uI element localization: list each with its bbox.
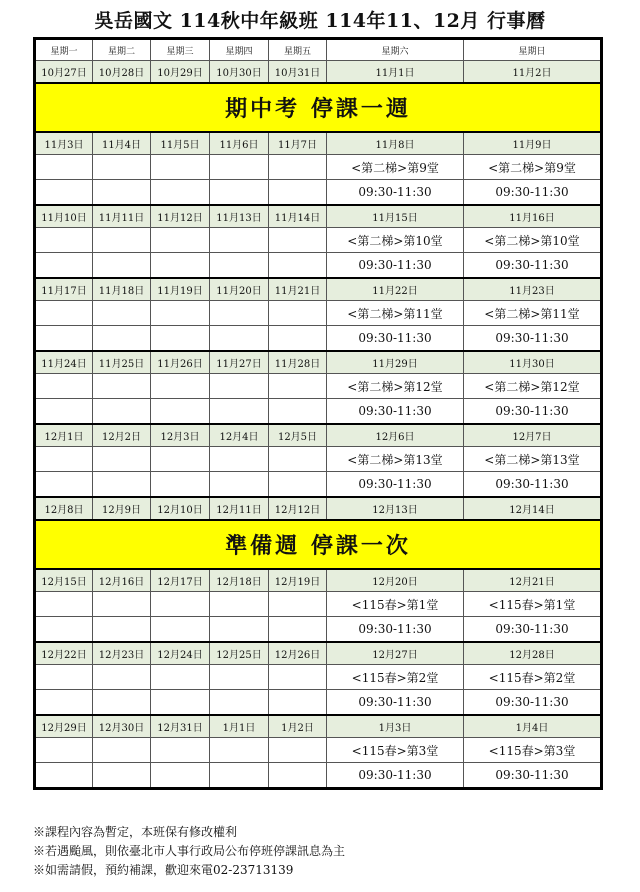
session-cell: 09:30-11:30	[327, 472, 464, 498]
session-cell	[269, 326, 327, 352]
date-cell: 12月15日	[35, 569, 93, 592]
session-cell	[210, 253, 269, 279]
session-cell	[35, 472, 93, 498]
session-cell	[151, 228, 210, 253]
weekday-header-row	[35, 39, 602, 61]
date-cell: 11月21日	[269, 278, 327, 301]
session-cell	[93, 253, 151, 279]
note-line: ※如需請假，預約補課，歡迎來電02-23713139	[33, 863, 294, 877]
session-cell: 09:30-11:30	[327, 617, 464, 643]
session-cell	[35, 228, 93, 253]
session-cell	[35, 665, 93, 690]
session-row	[35, 326, 602, 352]
date-cell: 12月18日	[210, 569, 269, 592]
session-cell	[93, 326, 151, 352]
date-cell: 10月31日	[269, 61, 327, 84]
session-cell	[210, 592, 269, 617]
note-line: ※若遇颱風，則依臺北市人事行政局公布停班停課訊息為主	[33, 844, 346, 858]
weekday-header: 星期五	[269, 39, 327, 61]
session-cell	[269, 763, 327, 789]
session-cell	[269, 253, 327, 279]
session-cell: 09:30-11:30	[464, 472, 602, 498]
date-cell: 11月8日	[327, 132, 464, 155]
date-cell: 11月19日	[151, 278, 210, 301]
session-cell: 09:30-11:30	[464, 326, 602, 352]
session-cell	[151, 155, 210, 180]
date-cell: 11月25日	[93, 351, 151, 374]
session-cell	[93, 738, 151, 763]
session-row	[35, 763, 602, 789]
date-cell: 12月22日	[35, 642, 93, 665]
session-cell: <115春>第1堂	[327, 592, 464, 617]
date-cell: 11月24日	[35, 351, 93, 374]
date-cell: 12月11日	[210, 497, 269, 520]
date-cell: 11月22日	[327, 278, 464, 301]
date-cell: 12月9日	[93, 497, 151, 520]
session-cell	[151, 399, 210, 425]
date-cell: 12月10日	[151, 497, 210, 520]
session-cell	[269, 155, 327, 180]
session-cell: 09:30-11:30	[464, 763, 602, 789]
session-cell: 09:30-11:30	[327, 253, 464, 279]
session-cell	[151, 301, 210, 326]
session-cell	[93, 665, 151, 690]
session-cell	[93, 472, 151, 498]
date-cell: 11月23日	[464, 278, 602, 301]
session-cell	[35, 617, 93, 643]
session-cell	[269, 374, 327, 399]
date-cell: 12月4日	[210, 424, 269, 447]
date-row	[35, 642, 602, 665]
session-cell: 09:30-11:30	[327, 399, 464, 425]
date-cell: 11月16日	[464, 205, 602, 228]
session-cell	[210, 665, 269, 690]
session-cell	[93, 763, 151, 789]
date-cell: 11月28日	[269, 351, 327, 374]
notes	[33, 823, 345, 880]
session-cell	[35, 155, 93, 180]
session-row	[35, 253, 602, 279]
session-cell	[93, 374, 151, 399]
session-row	[35, 690, 602, 716]
session-cell	[151, 180, 210, 206]
date-row	[35, 132, 602, 155]
date-cell: 12月6日	[327, 424, 464, 447]
date-row	[35, 715, 602, 738]
date-cell: 12月30日	[93, 715, 151, 738]
date-row	[35, 351, 602, 374]
date-cell: 12月29日	[35, 715, 93, 738]
date-row	[35, 424, 602, 447]
session-cell	[35, 399, 93, 425]
date-cell: 12月8日	[35, 497, 93, 520]
session-cell	[210, 228, 269, 253]
date-cell: 10月30日	[210, 61, 269, 84]
session-cell	[93, 399, 151, 425]
date-cell: 11月29日	[327, 351, 464, 374]
session-cell	[210, 617, 269, 643]
banner-text: 準備週 停課一次	[35, 520, 602, 569]
date-cell: 12月27日	[327, 642, 464, 665]
session-row	[35, 301, 602, 326]
session-row	[35, 738, 602, 763]
session-cell	[269, 665, 327, 690]
weekday-header: 星期六	[327, 39, 464, 61]
date-cell: 1月2日	[269, 715, 327, 738]
session-cell: <115春>第2堂	[464, 665, 602, 690]
date-cell: 11月10日	[35, 205, 93, 228]
date-cell: 12月1日	[35, 424, 93, 447]
date-cell: 11月13日	[210, 205, 269, 228]
session-cell	[269, 738, 327, 763]
session-cell	[35, 763, 93, 789]
date-cell: 11月18日	[93, 278, 151, 301]
date-cell: 12月2日	[93, 424, 151, 447]
session-cell	[269, 617, 327, 643]
session-cell	[93, 617, 151, 643]
session-cell	[210, 738, 269, 763]
date-cell: 1月3日	[327, 715, 464, 738]
session-cell	[35, 301, 93, 326]
session-cell: <115春>第3堂	[327, 738, 464, 763]
session-cell: <第二梯>第12堂	[327, 374, 464, 399]
date-cell: 12月13日	[327, 497, 464, 520]
session-row	[35, 472, 602, 498]
session-cell	[151, 738, 210, 763]
weekday-header: 星期日	[464, 39, 602, 61]
date-cell: 11月9日	[464, 132, 602, 155]
session-cell: <第二梯>第10堂	[464, 228, 602, 253]
session-cell	[269, 399, 327, 425]
session-cell: 09:30-11:30	[327, 763, 464, 789]
session-cell	[35, 738, 93, 763]
session-cell: <第二梯>第11堂	[464, 301, 602, 326]
session-row	[35, 155, 602, 180]
date-cell: 11月14日	[269, 205, 327, 228]
date-cell: 11月27日	[210, 351, 269, 374]
session-cell	[151, 617, 210, 643]
date-cell: 11月15日	[327, 205, 464, 228]
session-cell: 09:30-11:30	[464, 399, 602, 425]
session-cell	[210, 374, 269, 399]
weekday-header: 星期三	[151, 39, 210, 61]
date-cell: 11月30日	[464, 351, 602, 374]
session-row	[35, 665, 602, 690]
date-cell: 12月24日	[151, 642, 210, 665]
date-cell: 12月28日	[464, 642, 602, 665]
session-cell	[269, 690, 327, 716]
session-cell: <第二梯>第13堂	[464, 447, 602, 472]
date-cell: 12月21日	[464, 569, 602, 592]
session-cell	[93, 447, 151, 472]
session-cell: 09:30-11:30	[464, 690, 602, 716]
session-row	[35, 617, 602, 643]
date-cell: 11月5日	[151, 132, 210, 155]
session-cell	[35, 253, 93, 279]
session-cell	[93, 592, 151, 617]
page-title: 吳岳國文 114秋中年級班 114年11、12月 行事曆	[94, 10, 546, 32]
date-cell: 11月20日	[210, 278, 269, 301]
weekday-header: 星期一	[35, 39, 93, 61]
session-cell: 09:30-11:30	[464, 253, 602, 279]
session-cell	[210, 155, 269, 180]
session-cell	[151, 374, 210, 399]
session-row	[35, 447, 602, 472]
date-row	[35, 205, 602, 228]
session-cell: 09:30-11:30	[464, 180, 602, 206]
date-cell: 11月11日	[93, 205, 151, 228]
date-cell: 11月1日	[327, 61, 464, 84]
session-row	[35, 228, 602, 253]
session-cell	[93, 228, 151, 253]
session-cell: <第二梯>第10堂	[327, 228, 464, 253]
date-cell: 12月25日	[210, 642, 269, 665]
session-cell	[151, 447, 210, 472]
session-cell: <第二梯>第12堂	[464, 374, 602, 399]
banner-row	[35, 520, 602, 569]
date-cell: 12月5日	[269, 424, 327, 447]
session-cell	[210, 472, 269, 498]
banner-text: 期中考 停課一週	[35, 83, 602, 132]
date-row	[35, 61, 602, 84]
date-cell: 12月26日	[269, 642, 327, 665]
date-cell: 1月1日	[210, 715, 269, 738]
session-cell	[210, 301, 269, 326]
date-row	[35, 497, 602, 520]
session-cell: 09:30-11:30	[464, 617, 602, 643]
session-cell	[35, 374, 93, 399]
session-cell	[93, 690, 151, 716]
session-cell: <115春>第2堂	[327, 665, 464, 690]
session-cell	[269, 180, 327, 206]
date-cell: 12月16日	[93, 569, 151, 592]
session-cell: 09:30-11:30	[327, 180, 464, 206]
date-cell: 10月29日	[151, 61, 210, 84]
session-cell	[210, 690, 269, 716]
session-row	[35, 374, 602, 399]
session-cell	[269, 228, 327, 253]
session-cell	[210, 763, 269, 789]
session-cell	[35, 326, 93, 352]
session-cell	[210, 399, 269, 425]
session-cell	[210, 326, 269, 352]
date-cell: 1月4日	[464, 715, 602, 738]
date-cell: 10月27日	[35, 61, 93, 84]
date-cell: 11月4日	[93, 132, 151, 155]
date-cell: 10月28日	[93, 61, 151, 84]
date-cell: 11月2日	[464, 61, 602, 84]
session-cell: <第二梯>第13堂	[327, 447, 464, 472]
session-cell	[151, 326, 210, 352]
session-row	[35, 592, 602, 617]
session-cell	[151, 665, 210, 690]
weekday-header: 星期二	[93, 39, 151, 61]
calendar-body	[35, 39, 602, 789]
session-cell	[35, 180, 93, 206]
session-cell	[151, 253, 210, 279]
session-cell: 09:30-11:30	[327, 690, 464, 716]
date-cell: 11月12日	[151, 205, 210, 228]
date-cell: 12月3日	[151, 424, 210, 447]
date-cell: 12月20日	[327, 569, 464, 592]
session-cell: <第二梯>第11堂	[327, 301, 464, 326]
session-cell	[35, 592, 93, 617]
date-cell: 12月23日	[93, 642, 151, 665]
date-cell: 11月3日	[35, 132, 93, 155]
date-row	[35, 569, 602, 592]
calendar-table	[33, 37, 603, 790]
weekday-header: 星期四	[210, 39, 269, 61]
session-cell	[269, 301, 327, 326]
session-cell: <115春>第3堂	[464, 738, 602, 763]
session-cell	[151, 690, 210, 716]
date-cell: 12月31日	[151, 715, 210, 738]
banner-row	[35, 83, 602, 132]
session-cell	[210, 447, 269, 472]
date-row	[35, 278, 602, 301]
session-row	[35, 180, 602, 206]
note-line: ※課程內容為暫定，本班保有修改權利	[33, 825, 238, 839]
date-cell: 12月19日	[269, 569, 327, 592]
session-cell	[269, 592, 327, 617]
session-cell: <第二梯>第9堂	[464, 155, 602, 180]
session-cell: <115春>第1堂	[464, 592, 602, 617]
date-cell: 12月17日	[151, 569, 210, 592]
date-cell: 11月26日	[151, 351, 210, 374]
session-cell	[210, 180, 269, 206]
date-cell: 11月17日	[35, 278, 93, 301]
session-cell	[151, 592, 210, 617]
session-cell	[35, 690, 93, 716]
date-cell: 12月14日	[464, 497, 602, 520]
session-cell	[269, 472, 327, 498]
session-cell	[93, 180, 151, 206]
session-cell	[35, 447, 93, 472]
date-cell: 12月7日	[464, 424, 602, 447]
session-cell	[93, 155, 151, 180]
session-cell	[151, 763, 210, 789]
date-cell: 11月6日	[210, 132, 269, 155]
session-cell: 09:30-11:30	[327, 326, 464, 352]
session-cell	[151, 472, 210, 498]
session-cell: <第二梯>第9堂	[327, 155, 464, 180]
session-cell	[93, 301, 151, 326]
session-row	[35, 399, 602, 425]
session-cell	[269, 447, 327, 472]
date-cell: 11月7日	[269, 132, 327, 155]
date-cell: 12月12日	[269, 497, 327, 520]
